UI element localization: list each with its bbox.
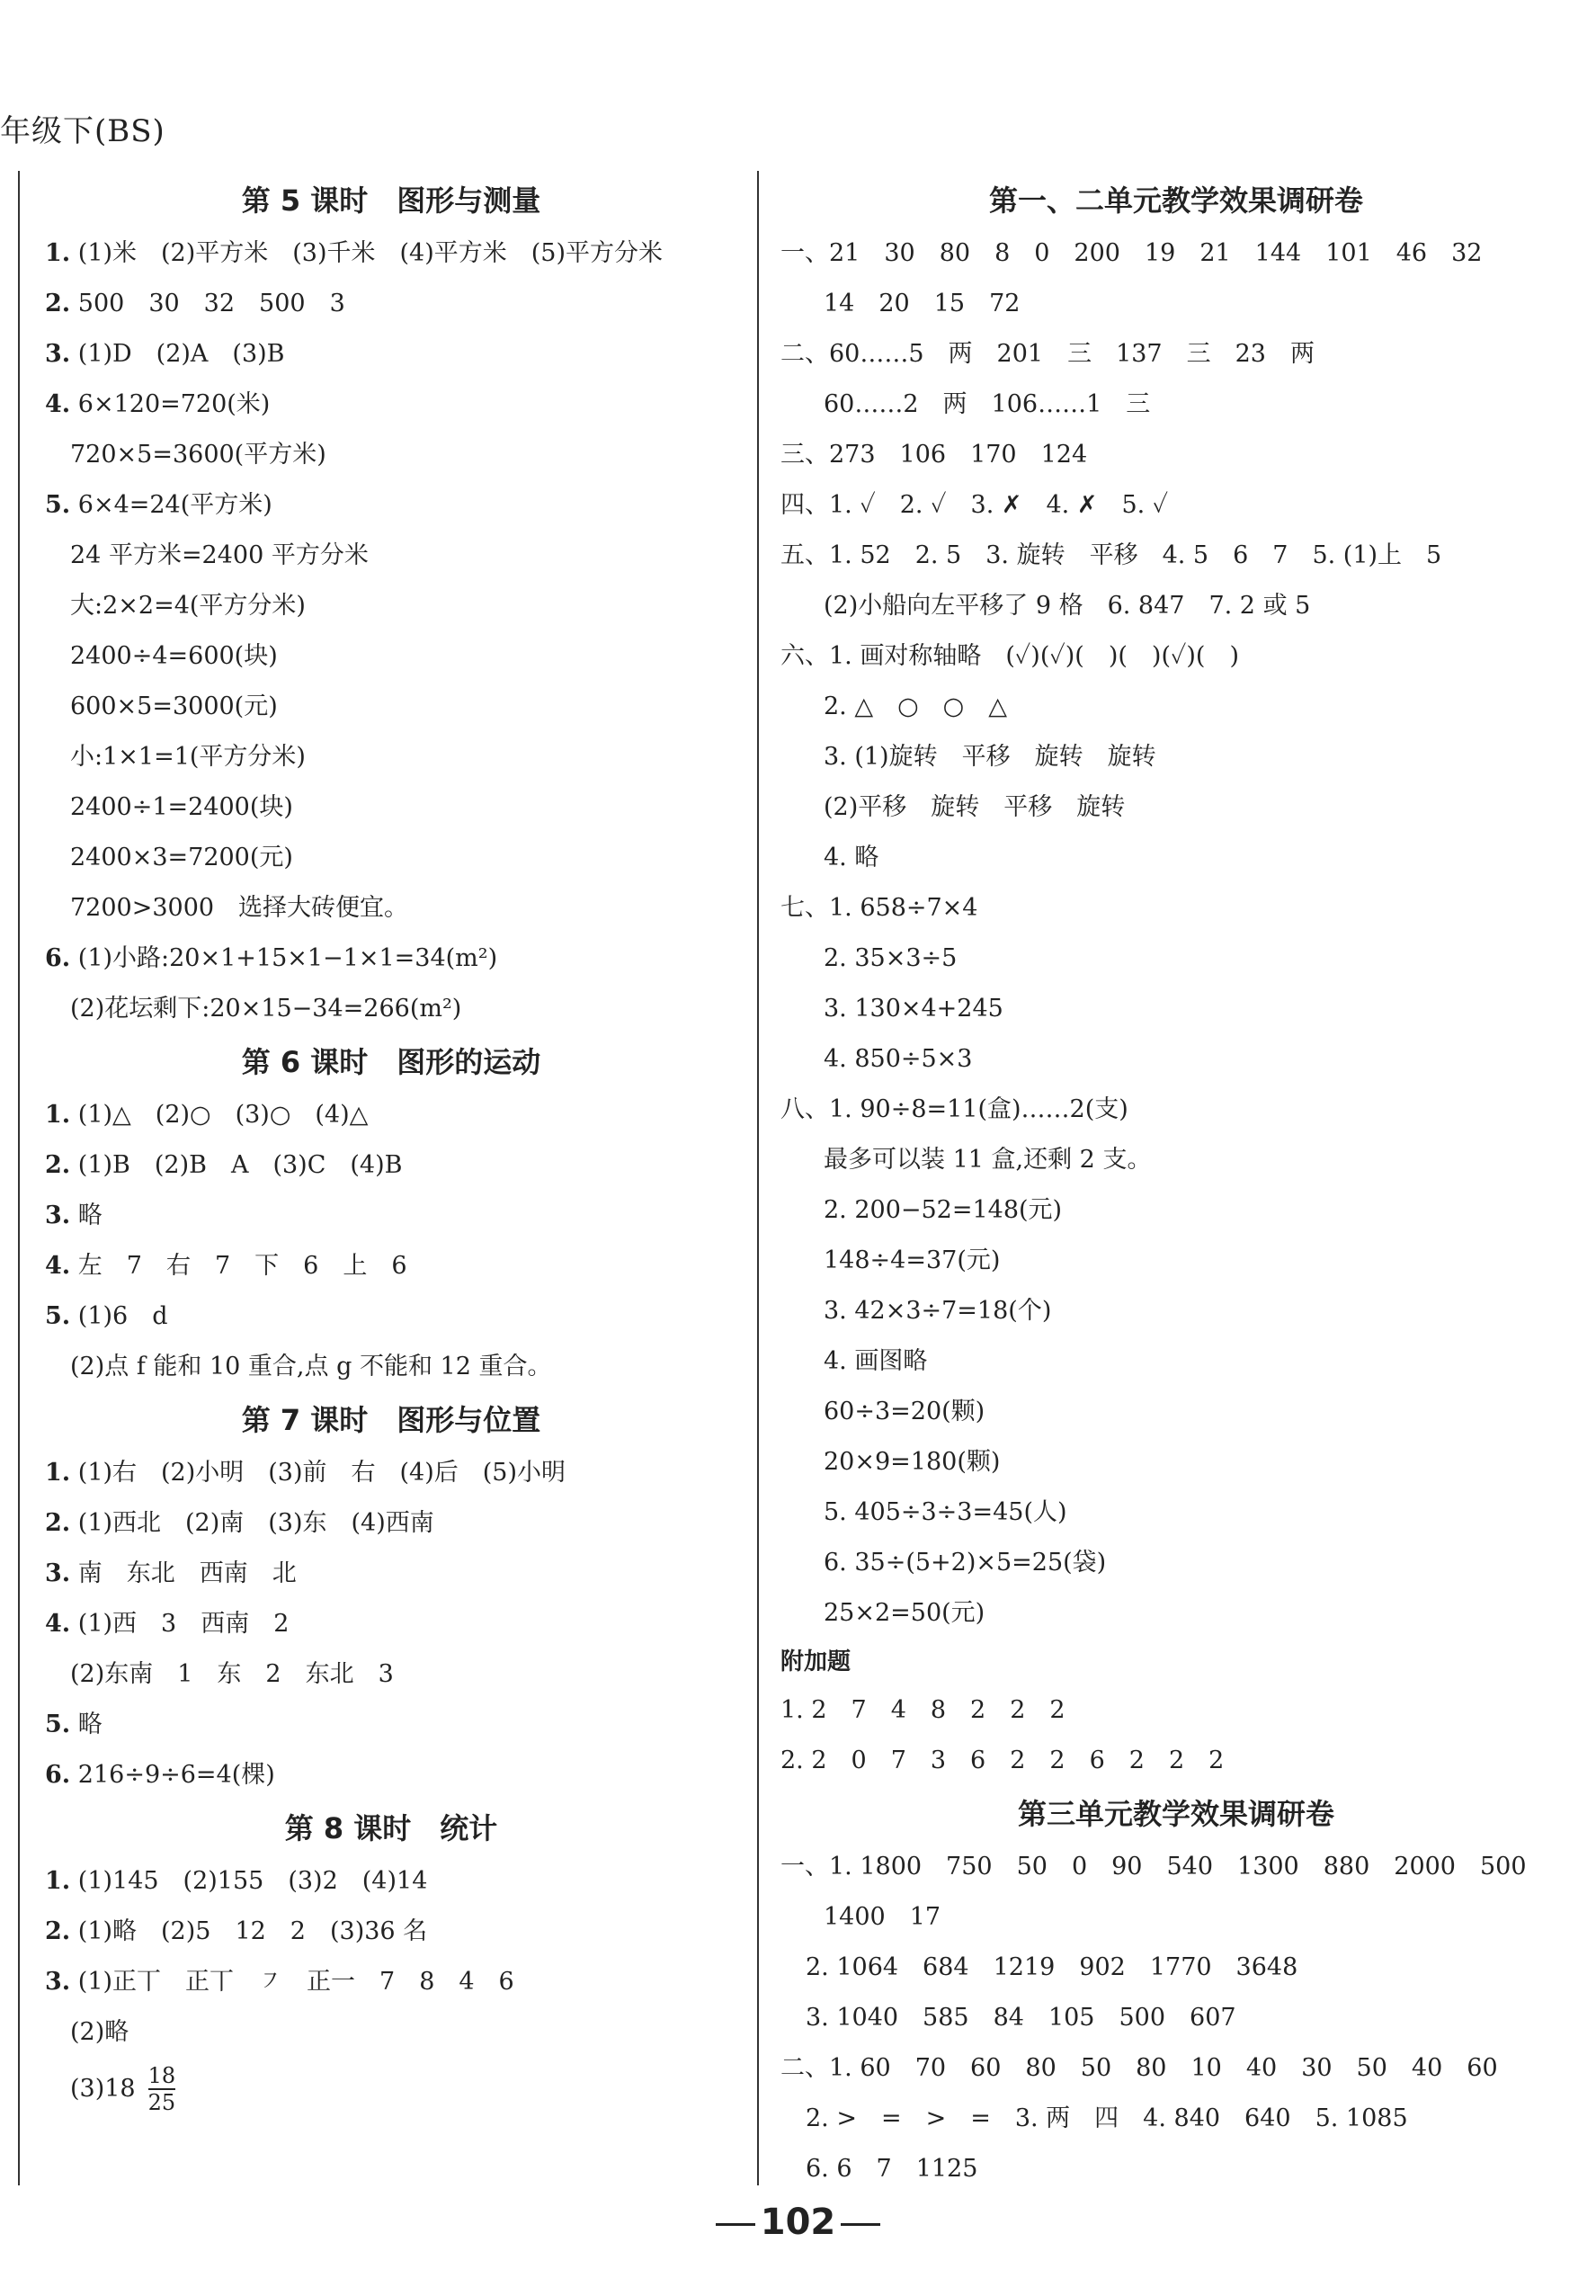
answer-row: 二、60……5 两 201 三 137 三 23 两	[780, 340, 1315, 368]
answer-row: 六、1. 画对称轴略 (✓)(✓)( )( )(✓)( )	[780, 642, 1239, 670]
section-title-unit-1-2: 第一、二单元教学效果调研卷	[988, 183, 1363, 218]
fraction-denominator: 25	[147, 2090, 176, 2115]
answer-row: (3)18 $\frac{18}{25}$	[70, 2063, 176, 2115]
answer-row: 1. (1)右 (2)小明 (3)前 右 (4)后 (5)小明	[45, 1459, 566, 1487]
answer-row: 5. (1)6 d	[45, 1302, 168, 1330]
answer-row: 1. (1)△ (2)○ (3)○ (4)△	[45, 1101, 369, 1129]
answer-row: 5. 略	[45, 1711, 103, 1738]
extra-questions-title: 附加题	[780, 1648, 851, 1675]
answer-row: 14 20 15 72	[824, 290, 1021, 317]
answer-row: 1. (1)145 (2)155 (3)2 (4)14	[45, 1867, 428, 1895]
answer-row: 4. 左 7 右 7 下 6 上 6	[45, 1252, 407, 1280]
section-title-lesson5: 第 5 课时 图形与测量	[241, 183, 541, 218]
fraction	[148, 2063, 176, 2115]
answer-row: 小:1×1=1(平方分米)	[70, 743, 306, 771]
answer-row: 2400×3=7200(元)	[70, 844, 293, 871]
answer-row: 一、21 30 80 8 0 200 19 21 144 101 46 32	[780, 239, 1483, 267]
answer-row: 3. 略	[45, 1202, 103, 1229]
answer-row: 4. 850÷5×3	[824, 1045, 973, 1073]
answer-row: 四、1. ✓ 2. ✓ 3. ✗ 4. ✗ 5. ✓	[780, 491, 1169, 519]
answer-row: (2)花坛剩下:20×15−34=266(m²)	[70, 995, 462, 1023]
answer-row: 3. 42×3÷7=18(个)	[824, 1297, 1052, 1325]
answer-row: 最多可以装 11 盒,还剩 2 支。	[824, 1146, 1152, 1174]
answer-row: 2. (1)西北 (2)南 (3)东 (4)西南	[45, 1509, 434, 1537]
answer-row: 七、1. 658÷7×4	[780, 894, 978, 922]
answer-row: 五、1. 52 2. 5 3. 旋转 平移 4. 5 6 7 5. (1)上 5	[780, 541, 1442, 569]
answer-row: 24 平方米=2400 平方分米	[70, 541, 369, 569]
answer-row: 6. (1)小路:20×1+15×1−1×1=34(m²)	[45, 944, 498, 972]
answer-row: 148÷4=37(元)	[824, 1246, 1001, 1274]
answer-row: 4. 略	[824, 844, 879, 871]
answer-row: 2. 500 30 32 500 3	[45, 290, 345, 317]
answer-row: 6. 216÷9÷6=4(棵)	[45, 1761, 275, 1789]
answer-row: 20×9=180(颗)	[824, 1448, 1001, 1476]
answer-row: (2)东南 1 东 2 东北 3	[70, 1660, 394, 1688]
answer-row: 二、1. 60 70 60 80 50 80 10 40 30 50 40 60	[780, 2054, 1498, 2082]
answer-row: (2)略	[70, 2018, 129, 2046]
answer-row: 3. (1)旋转 平移 旋转 旋转	[824, 743, 1156, 771]
answer-row: 3. (1)正丅 正丅 ㇇ 正一 7 8 4 6	[45, 1968, 514, 1996]
answer-row: 2. 2 0 7 3 6 2 2 6 2 2 2	[780, 1747, 1225, 1774]
page-number: 102	[760, 2202, 836, 2243]
page-header: 年级下(BS)	[0, 113, 165, 149]
answer-row: 大:2×2=4(平方分米)	[70, 592, 306, 620]
left-margin-rule	[18, 171, 20, 2185]
footer-dash-left	[716, 2223, 755, 2226]
answer-row: 2. (1)略 (2)5 12 2 (3)36 名	[45, 1917, 428, 1945]
answer-row: 720×5=3600(平方米)	[70, 441, 326, 469]
fraction-numerator: 18	[147, 2063, 176, 2088]
answer-row: 3. 1040 585 84 105 500 607	[806, 2004, 1236, 2032]
answer-row: (2)小船向左平移了 9 格 6. 847 7. 2 或 5	[824, 592, 1311, 620]
answer-row: 2400÷1=2400(块)	[70, 793, 293, 821]
answer-row: 1. 2 7 4 8 2 2 2	[780, 1696, 1065, 1724]
answer-row: 三、273 106 170 124	[780, 441, 1088, 469]
page-footer	[0, 2202, 1596, 2243]
footer-dash-right	[841, 2223, 880, 2226]
right-column	[780, 173, 1572, 2194]
answer-row: 25×2=50(元)	[824, 1599, 985, 1627]
answer-row: 2. > = > = 3. 两 四 4. 840 640 5. 1085	[806, 2104, 1408, 2132]
answer-row: 1. (1)米 (2)平方米 (3)千米 (4)平方米 (5)平方分米	[45, 239, 664, 267]
column-divider	[757, 171, 759, 2185]
answer-row: 3. 130×4+245	[824, 995, 1003, 1023]
section-title-lesson8: 第 8 课时 统计	[284, 1811, 498, 1845]
answer-row: 3. 南 东北 西南 北	[45, 1559, 297, 1587]
section-title-lesson6: 第 6 课时 图形的运动	[241, 1045, 541, 1079]
answer-row: 2. (1)B (2)B A (3)C (4)B	[45, 1151, 403, 1179]
answer-row: 4. 6×120=720(米)	[45, 390, 271, 418]
left-column	[45, 173, 737, 2121]
answer-row: (2)点 f 能和 10 重合,点 g 不能和 12 重合。	[70, 1353, 552, 1380]
answer-row: 2. 1064 684 1219 902 1770 3648	[806, 1953, 1298, 1981]
answer-row: 一、1. 1800 750 50 0 90 540 1300 880 2000 500	[780, 1853, 1527, 1881]
answer-row: 1400 17	[824, 1903, 941, 1931]
answer-row: 5. 6×4=24(平方米)	[45, 491, 272, 519]
answer-row: 6. 35÷(5+2)×5=25(袋)	[824, 1549, 1107, 1577]
section-title-unit-3: 第三单元教学效果调研卷	[1017, 1797, 1334, 1831]
section-title-lesson7: 第 7 课时 图形与位置	[241, 1403, 541, 1437]
answer-row: 2400÷4=600(块)	[70, 642, 278, 670]
answer-row: 4. (1)西 3 西南 2	[45, 1610, 290, 1638]
answer-row: 60÷3=20(颗)	[824, 1398, 985, 1425]
answer-row: 7200>3000 选择大砖便宜。	[70, 894, 409, 922]
answer-row: 2. △ ○ ○ △	[824, 692, 1007, 720]
answer-row: 600×5=3000(元)	[70, 692, 278, 720]
answer-row: 3. (1)D (2)A (3)B	[45, 340, 285, 368]
answer-row: 6. 6 7 1125	[806, 2155, 978, 2183]
answer-row: 2. 200−52=148(元)	[824, 1196, 1063, 1224]
answer-row: (2)平移 旋转 平移 旋转	[824, 793, 1126, 821]
answer-row: 4. 画图略	[824, 1347, 928, 1375]
answer-row: 八、1. 90÷8=11(盒)……2(支)	[780, 1095, 1128, 1123]
answer-row: 5. 405÷3÷3=45(人)	[824, 1498, 1067, 1526]
answer-row: 2. 35×3÷5	[824, 944, 958, 972]
answer-row: 60……2 两 106……1 三	[824, 390, 1151, 418]
